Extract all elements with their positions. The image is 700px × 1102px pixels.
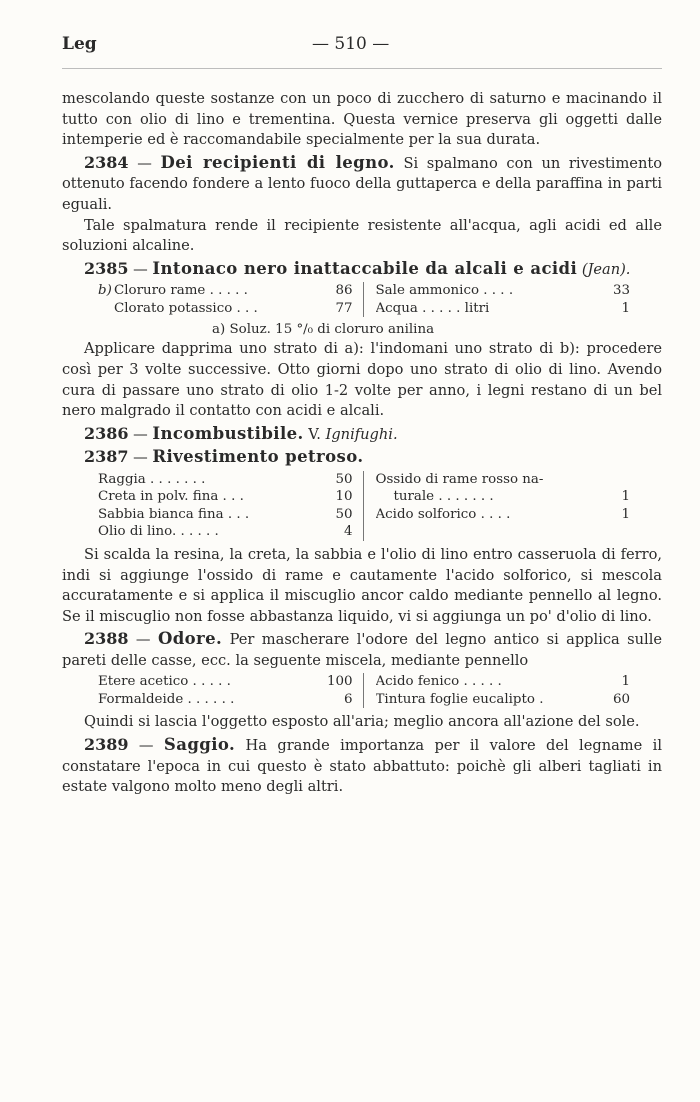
recipe-row: [98, 673, 353, 691]
recipe-left-column: [98, 673, 364, 708]
entry-2385-paragraph: Applicare dapprima uno strato di a): l'indomani uno strato di b): procedere così per 3 volte successive. Otto giorni dopo uno strato di olio di lino. Avendo cura di passare uno strato di olio 1-2 volte per anno, i legni restano di un bel nero malgrado il contatto con acidi e alcali.: [62, 340, 662, 420]
ingredient-qty: 86: [335, 283, 353, 299]
ingredient-qty: 60: [612, 691, 630, 707]
entry-number: 2388: [84, 629, 129, 649]
ingredient-qty: 50: [335, 506, 353, 522]
recipe-right-column: [364, 673, 631, 708]
recipe-row: [98, 300, 353, 318]
entry-title: Rivestimento petroso.: [152, 447, 364, 467]
entry-title: Incombustibile.: [152, 423, 304, 443]
cross-reference-prefix: V.: [303, 425, 326, 443]
ingredient-name: Olio di lino. . . . . .: [98, 524, 219, 540]
recipe-row: [98, 282, 353, 300]
ingredient-qty: 10: [335, 489, 353, 505]
ingredient-qty: 77: [335, 300, 353, 316]
ingredient-name: turale . . . . . . .: [393, 489, 494, 505]
section-heading: Leg: [62, 34, 97, 54]
ingredient-qty: 4: [343, 524, 353, 540]
entry-title: Odore.: [157, 629, 223, 649]
entry-number: 2384: [84, 152, 129, 172]
ingredient-qty: [596, 471, 630, 489]
entry-2386: [62, 424, 662, 446]
recipe-row: [98, 471, 353, 489]
recipe-row: [98, 523, 353, 541]
ingredient-name: Acido fenico . . . . .: [375, 674, 502, 690]
entry-text: Ha grande importanza per il valore del legname il constatare l'epoca in cui questo è stato abbattuto: poichè gli alberi tagliati in estate valgono molto meno degli altri.: [62, 737, 662, 796]
recipe-row: [376, 673, 631, 691]
entry-2389: [62, 735, 662, 798]
entry-title: Saggio.: [163, 735, 236, 755]
ingredient-name: Ossido di rame rosso na-: [375, 471, 544, 487]
ingredient-name: Acqua . . . . . litri: [375, 300, 490, 316]
recipe-b-label: b): [98, 283, 112, 299]
ingredient-name: Creta in polv. fina . . .: [98, 489, 244, 505]
recipe-row: [376, 282, 631, 300]
entry-number: 2389: [84, 735, 129, 755]
ingredient-name: Tintura foglie eucalipto .: [375, 691, 544, 707]
ingredient-name: Formaldeide . . . . . .: [98, 691, 235, 707]
recipe-row: [376, 488, 631, 506]
entry-2388: [62, 629, 662, 671]
recipe-table: [98, 673, 630, 708]
recipe-row: [376, 300, 631, 318]
ingredient-qty: 33: [612, 283, 630, 299]
entry-author: (Jean).: [581, 260, 631, 278]
entry-number: 2387: [84, 447, 129, 467]
ingredient-qty: 50: [335, 471, 353, 487]
recipe-left-column: [98, 282, 364, 317]
ingredient-name: Sale ammonico . . . .: [375, 283, 514, 299]
intro-paragraph: mescolando queste sostanze con un poco di zucchero di saturno e macinando il tutto con olio di lino e trementina. Questa vernice preserva gli oggetti dalle intemperie ed è raccomandabile specialmente per la sua durata.: [62, 90, 662, 149]
ingredient-name: Sabbia bianca fina . . .: [98, 506, 250, 522]
recipe-row: [376, 691, 631, 709]
entry-2387: [62, 447, 662, 469]
ingredient-name: Cloruro rame . . . . .: [114, 283, 248, 299]
recipe-a-line: a) Soluz. 15 °/₀ di cloruro anilina: [212, 322, 435, 338]
ingredient-qty: 1: [621, 506, 630, 522]
recipe-left-column: [98, 471, 364, 541]
page: [62, 34, 662, 798]
entry-2385: [62, 259, 662, 281]
entry-dash: —: [128, 737, 164, 755]
recipe-right-column: [364, 471, 631, 541]
entry-text: Per mascherare l'odore del legno antico si applica sulle pareti delle casse, ecc. la seguente miscela, mediante pennello: [62, 631, 662, 669]
recipe-row: [98, 691, 353, 709]
ingredient-qty: 100: [326, 674, 353, 690]
entry-2384-paragraph: Tale spalmatura rende il recipiente resistente all'acqua, agli acidi ed alle soluzioni alcaline.: [62, 216, 662, 255]
ingredient-name: Clorato potassico . . .: [114, 300, 258, 316]
entry-number: 2385: [84, 258, 129, 278]
entry-text: Si spalmano con un rivestimento ottenuto facendo fondere a lento fuoco della guttaperca e della paraffina in parti eguali.: [62, 154, 662, 213]
entry-2384: [62, 153, 662, 216]
entry-title: Intonaco nero inattaccabile da alcali e acidi: [152, 258, 578, 278]
recipe-row: [98, 506, 353, 524]
ingredient-qty: 1: [621, 300, 630, 316]
entry-title: Dei recipienti di legno.: [160, 152, 395, 172]
recipe-row: [98, 488, 353, 506]
entry-number: 2386: [84, 423, 129, 443]
cross-reference: Ignifughi.: [325, 425, 398, 443]
entry-dash: —: [128, 449, 153, 467]
entry-dash: —: [128, 425, 153, 443]
recipe-right-column: [364, 282, 631, 317]
ingredient-qty: 1: [621, 674, 630, 690]
entry-dash: —: [128, 260, 153, 278]
ingredient-name: Raggia . . . . . . .: [98, 471, 206, 487]
entry-dash: —: [128, 154, 161, 172]
ingredient-name: Etere acetico . . . . .: [98, 674, 231, 690]
page-number: — 510 —: [312, 34, 390, 54]
ingredient-qty: 1: [621, 489, 630, 505]
recipe-table: [98, 471, 630, 541]
entry-2388-paragraph: Quindi si lascia l'oggetto esposto all'aria; meglio ancora all'azione del sole.: [84, 713, 640, 731]
recipe-table: [98, 282, 630, 317]
ingredient-name: Acido solforico . . . .: [375, 506, 511, 522]
recipe-row: [376, 471, 631, 489]
entry-dash: —: [128, 631, 158, 649]
ingredient-qty: 6: [343, 691, 353, 707]
recipe-row: [376, 506, 631, 524]
page-header: [62, 34, 662, 69]
entry-2387-paragraph: Si scalda la resina, la creta, la sabbia e l'olio di lino entro casseruola di ferro, indi si aggiunge l'ossido di rame e cautamente l'acido solforico, si mescola accuratamente e si applica il miscuglio ancor caldo mediante pennello al legno. Se il miscuglio non fosse abbastanza liquido, vi si aggiunga un po' d'olio di lino.: [62, 545, 662, 625]
